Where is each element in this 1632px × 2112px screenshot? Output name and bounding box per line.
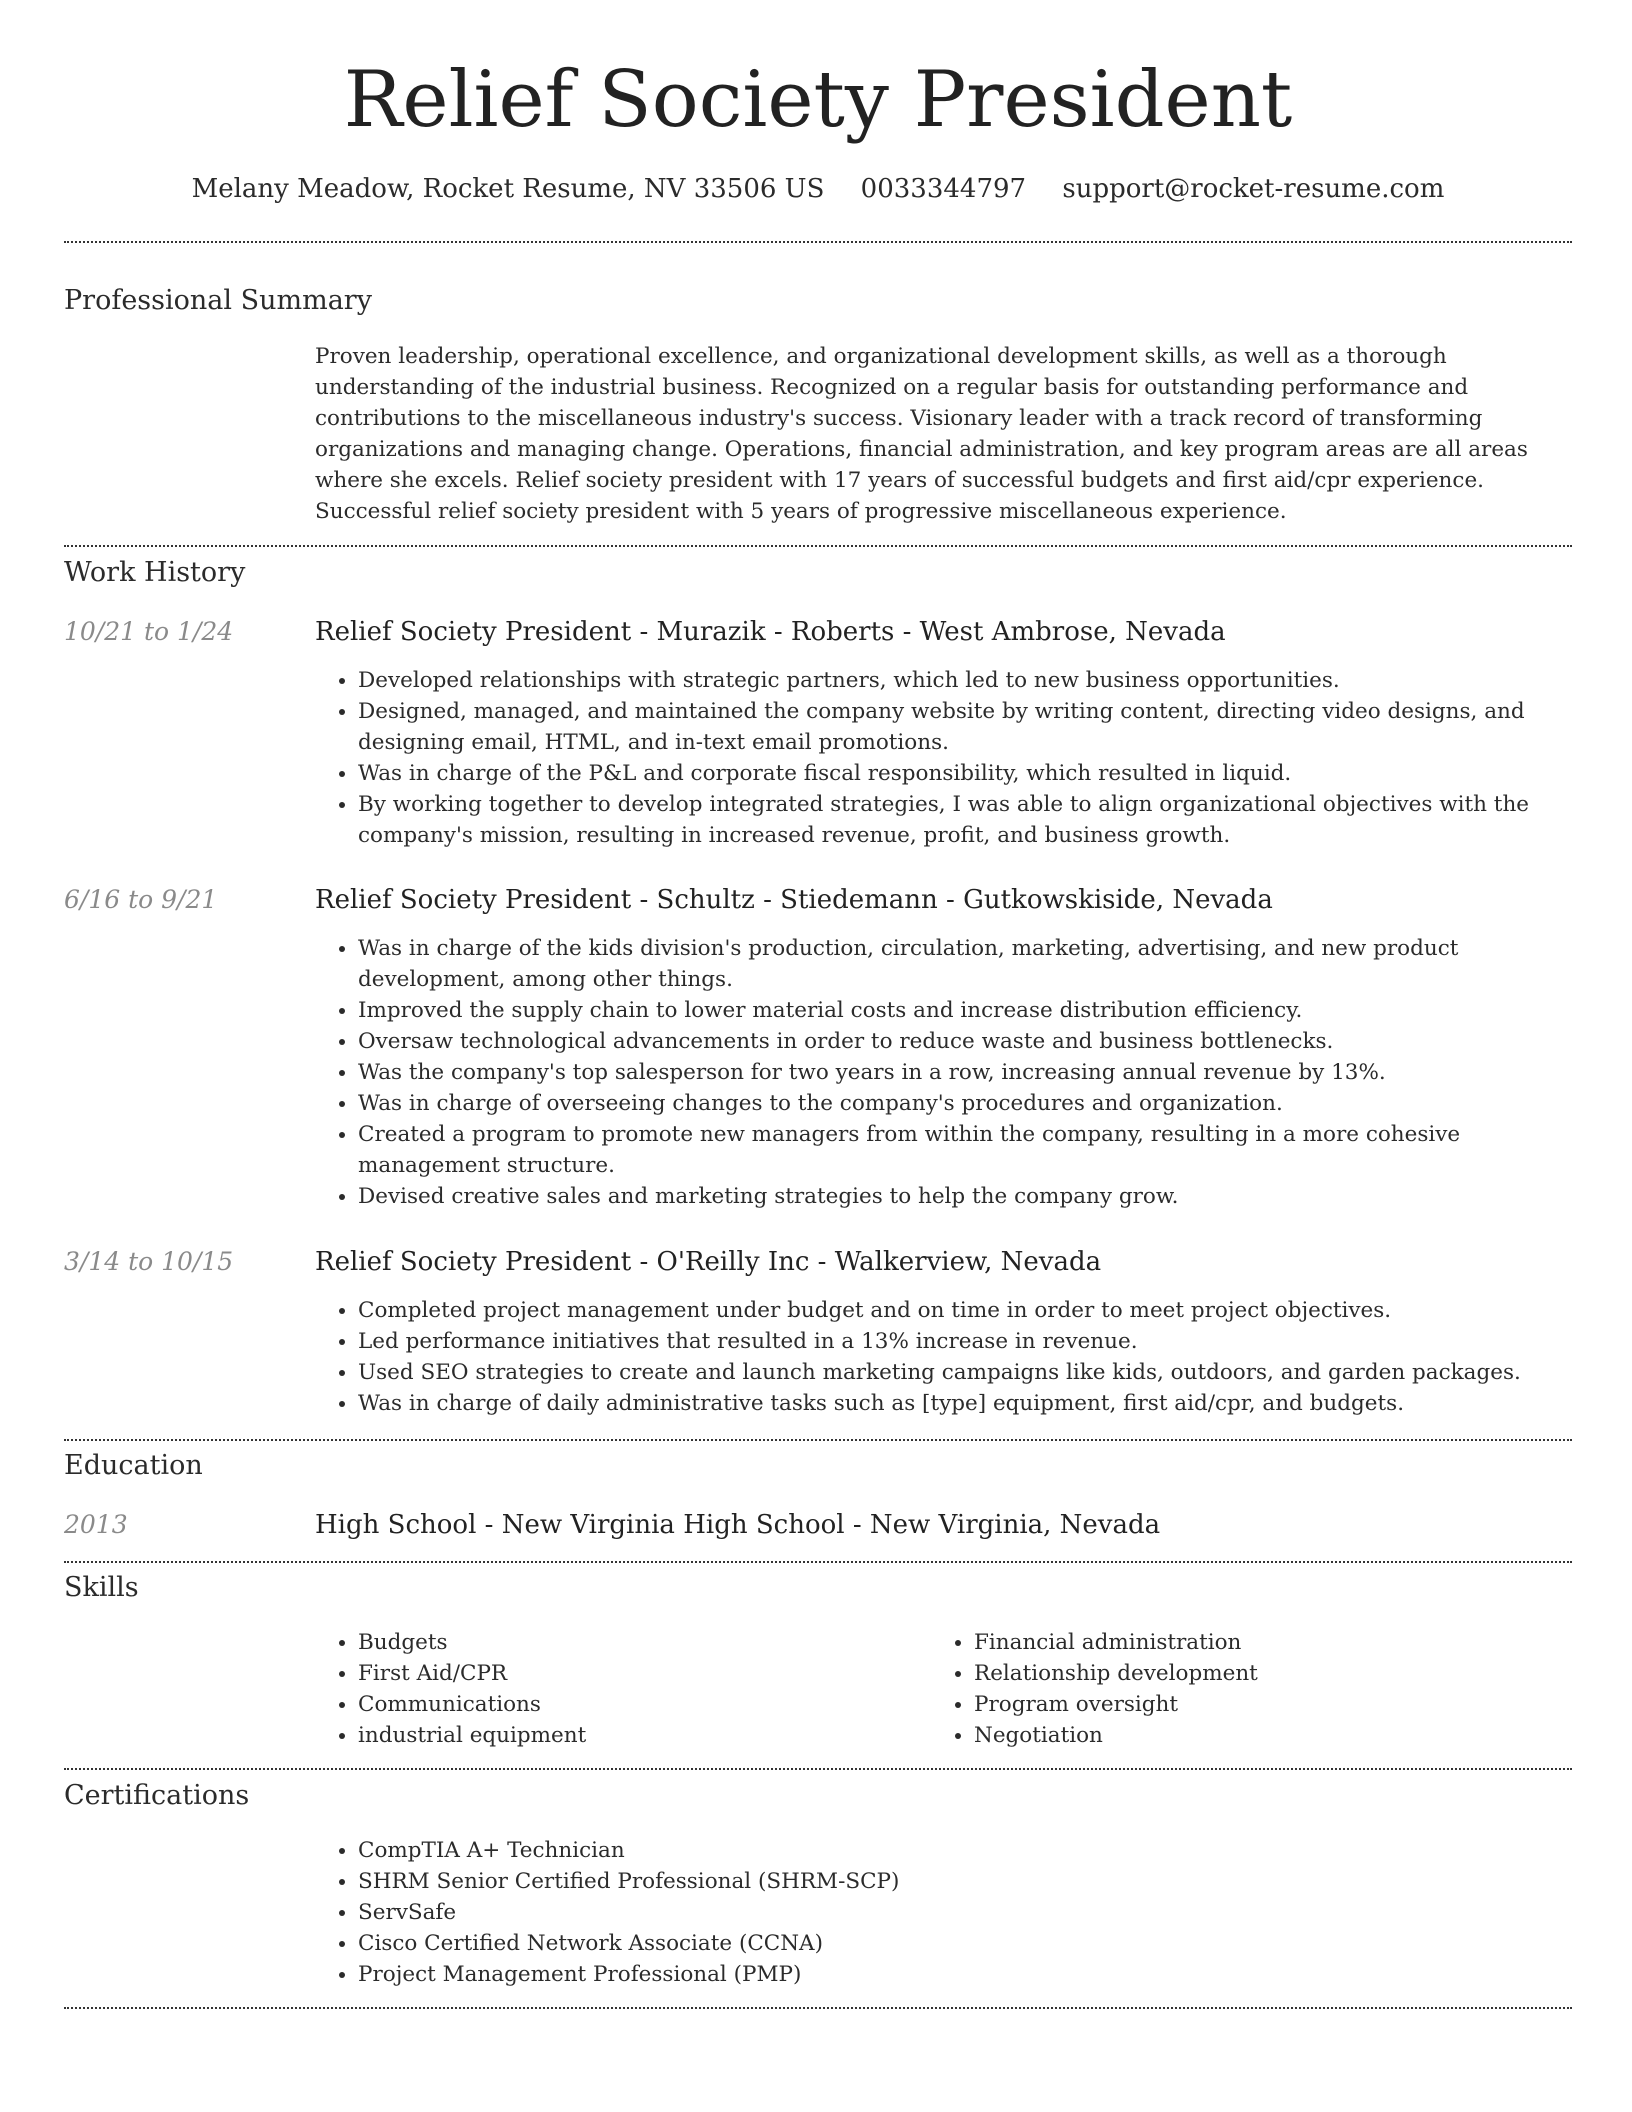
list-item: • Developed relationships with strategic partners, which led to new business opportunities. [358, 665, 1558, 696]
section-divider [64, 545, 1572, 547]
list-item: • Was in charge of the P&L and corporate fiscal responsibility, which resulted in liquid. [358, 758, 1558, 789]
section-divider [64, 241, 1572, 243]
list-item: • Negotiation [974, 1720, 1534, 1751]
list-item: • CompTIA A+ Technician [358, 1835, 1558, 1866]
list-item: • Used SEO strategies to create and launch marketing campaigns like kids, outdoors, and garden packages. [358, 1357, 1558, 1388]
list-item: • Budgets [358, 1627, 918, 1658]
education-entry: High School - New Virginia High School - New Virginia, Nevada [315, 1510, 1161, 1540]
list-item: • Financial administration [974, 1627, 1534, 1658]
list-item: • First Aid/CPR [358, 1658, 918, 1689]
list-item: • Relationship development [974, 1658, 1534, 1689]
education-heading: Education [64, 1450, 203, 1481]
certifications-heading: Certifications [64, 1780, 250, 1811]
list-item: • Cisco Certified Network Associate (CCNA) [358, 1928, 1558, 1959]
list-item: • industrial equipment [358, 1720, 918, 1751]
resume-title: Relief Society President [343, 55, 1293, 145]
skills-list-left [315, 1627, 918, 1751]
job-title: Relief Society President - Murazik - Roberts - West Ambrose, Nevada [315, 617, 1226, 647]
contact-phone: 0033344797 [860, 174, 1027, 204]
list-item: • Designed, managed, and maintained the company website by writing content, directing video designs, and designing email, HTML, and in-text email promotions. [358, 696, 1558, 758]
job-title: Relief Society President - Schultz - Stiedemann - Gutkowskiside, Nevada [315, 885, 1273, 915]
list-item: • Program oversight [974, 1689, 1534, 1720]
list-item: • SHRM Senior Certified Professional (SHRM-SCP) [358, 1866, 1558, 1897]
list-item: • Devised creative sales and marketing strategies to help the company grow. [358, 1181, 1558, 1212]
contact-line [64, 172, 1572, 206]
section-divider [64, 1439, 1572, 1441]
list-item: • Was in charge of daily administrative tasks such as [type] equipment, first aid/cpr, and budgets. [358, 1388, 1558, 1419]
list-item: • Was the company's top salesperson for two years in a row, increasing annual revenue by 13%. [358, 1057, 1558, 1088]
certifications-list [315, 1835, 1558, 1990]
summary-heading: Professional Summary [64, 285, 372, 316]
job-dates: 10/21 to 1/24 [64, 617, 234, 646]
job-bullet-list [315, 1295, 1558, 1419]
section-divider [64, 1768, 1572, 1770]
list-item: • Led performance initiatives that resulted in a 13% increase in revenue. [358, 1326, 1558, 1357]
list-item: • Project Management Professional (PMP) [358, 1959, 1558, 1990]
skills-heading: Skills [64, 1572, 139, 1603]
education-year: 2013 [64, 1510, 128, 1539]
list-item: • Communications [358, 1689, 918, 1720]
contact-email: support@rocket-resume.com [1062, 174, 1445, 204]
job-bullet-list [315, 665, 1558, 851]
list-item: • Created a program to promote new managers from within the company, resulting in a more cohesive management structure. [358, 1119, 1558, 1181]
job-bullet-list [315, 933, 1558, 1212]
list-item: • Improved the supply chain to lower material costs and increase distribution efficiency. [358, 995, 1558, 1026]
list-item: • Was in charge of overseeing changes to the company's procedures and organization. [358, 1088, 1558, 1119]
job-dates: 3/14 to 10/15 [64, 1247, 234, 1276]
list-item: • Completed project management under budget and on time in order to meet project objectives. [358, 1295, 1558, 1326]
skills-list-right [931, 1627, 1534, 1751]
summary-text: Proven leadership, operational excellence, and organizational development skills, as well as a thorough understanding of the industrial business. Recognized on a regular basis for outstanding performance and contributions to the miscellaneous industry's success. Visionary leader with a track record of transforming organizations and managing change. Operations, financial administration, and key program areas are all areas where she excels. Relief society president with 17 years of successful budgets and first aid/cpr experience. Successful relief society president with 5 years of progressive miscellaneous experience. [315, 344, 1528, 524]
list-item: • Was in charge of the kids division's production, circulation, marketing, advertising, and new product development, among other things. [358, 933, 1558, 995]
job-dates: 6/16 to 9/21 [64, 885, 218, 914]
job-title: Relief Society President - O'Reilly Inc - Walkerview, Nevada [315, 1247, 1102, 1277]
section-divider [64, 1561, 1572, 1563]
list-item: • ServSafe [358, 1897, 1558, 1928]
list-item: • By working together to develop integrated strategies, I was able to align organizational objectives with the company's mission, resulting in increased revenue, profit, and business growth. [358, 789, 1558, 851]
section-divider [64, 2007, 1572, 2009]
contact-address: Melany Meadow, Rocket Resume, NV 33506 US [191, 174, 825, 204]
list-item: • Oversaw technological advancements in order to reduce waste and business bottlenecks. [358, 1026, 1558, 1057]
work-history-heading: Work History [64, 557, 246, 588]
